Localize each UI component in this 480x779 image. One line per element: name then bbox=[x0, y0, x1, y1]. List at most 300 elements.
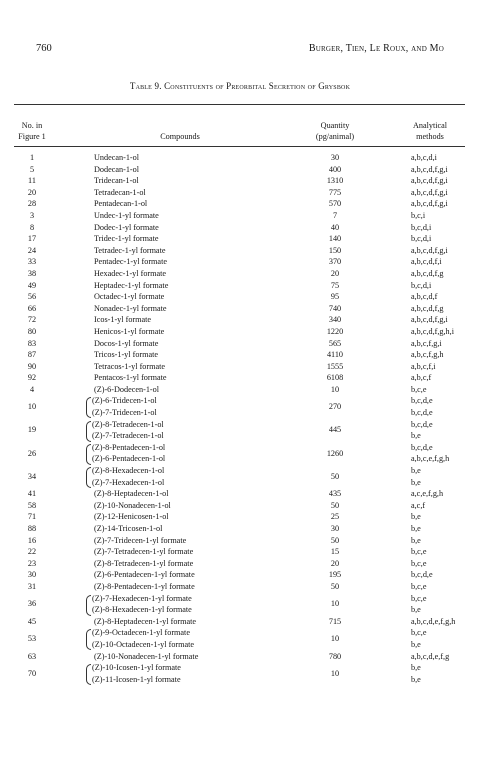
header-figure-number-line1: No. in bbox=[21, 121, 43, 130]
method-codes: a,b,c,d,f,i bbox=[411, 257, 442, 267]
compound-name: Tetradec-1-yl formate bbox=[94, 245, 166, 255]
compound-cell bbox=[92, 465, 312, 488]
table-row bbox=[0, 500, 480, 512]
figure-number-cell: 90 bbox=[27, 361, 37, 371]
figure-number-cell: 63 bbox=[27, 651, 37, 661]
quantity-cell: 1220 bbox=[326, 326, 344, 336]
method-codes: b,c,d,e bbox=[411, 419, 433, 429]
method-codes: a,b,c,d,e,f,g,h bbox=[411, 616, 456, 626]
method-codes: a,b,c,d,e,f,g bbox=[411, 651, 450, 661]
quantity-cell: 75 bbox=[330, 280, 340, 290]
quantity-cell: 445 bbox=[328, 425, 342, 435]
table-row bbox=[0, 593, 480, 616]
method-codes: a,b,c,f bbox=[411, 373, 432, 383]
table-row bbox=[0, 384, 480, 396]
method-codes: b,c,e bbox=[411, 558, 427, 568]
methods-cell bbox=[411, 210, 477, 222]
compound-name: Tetracos-1-yl formate bbox=[94, 361, 166, 371]
method-codes: b,e bbox=[411, 674, 421, 684]
quantity-cell: 270 bbox=[328, 402, 342, 412]
method-codes: a,c,e,f,g,h bbox=[411, 489, 444, 499]
figure-number-cell: 10 bbox=[27, 402, 37, 412]
compound-cell bbox=[94, 245, 314, 257]
figure-number-cell: 36 bbox=[27, 599, 37, 609]
quantity-cell: 195 bbox=[328, 570, 342, 580]
compound-name: (Z)-7-Tetradecen-1-yl formate bbox=[94, 547, 194, 557]
methods-cell bbox=[411, 338, 477, 350]
table-row bbox=[0, 442, 480, 465]
table-row bbox=[0, 419, 480, 442]
compound-name: (Z)-8-Pentadecen-1-ol bbox=[92, 442, 166, 452]
compound-name: Hexadec-1-yl formate bbox=[94, 268, 167, 278]
figure-number-cell: 38 bbox=[27, 268, 37, 278]
figure-number-cell: 22 bbox=[27, 547, 37, 557]
page-header bbox=[36, 43, 444, 57]
methods-cell bbox=[411, 303, 477, 315]
header-quantity-line1: Quantity bbox=[320, 121, 350, 130]
compound-name: (Z)-14-Tricosen-1-ol bbox=[94, 524, 163, 533]
table-row bbox=[0, 465, 480, 488]
group-brace bbox=[86, 629, 91, 650]
compound-name: Octadec-1-yl formate bbox=[94, 292, 165, 302]
compound-cell bbox=[94, 280, 314, 292]
quantity-cell: 50 bbox=[330, 535, 340, 545]
table-row bbox=[0, 210, 480, 222]
method-codes: b,e bbox=[411, 535, 421, 545]
quantity-cell: 740 bbox=[328, 303, 342, 313]
header-figure-number bbox=[14, 120, 50, 142]
methods-cell bbox=[411, 384, 477, 396]
compound-name: (Z)-8-Hexadecen-1-ol bbox=[92, 466, 165, 476]
compound-cell bbox=[94, 384, 314, 396]
method-codes: b,c,e bbox=[411, 547, 427, 557]
compound-cell bbox=[94, 222, 314, 234]
compound-name: (Z)-6-Dodecen-1-ol bbox=[94, 384, 160, 394]
compound-name: Docos-1-yl formate bbox=[94, 338, 159, 348]
method-codes: b,e bbox=[411, 663, 421, 673]
methods-cell bbox=[411, 593, 477, 616]
compound-name: Icos-1-yl formate bbox=[94, 315, 152, 325]
header-quantity bbox=[296, 120, 374, 142]
table-row bbox=[0, 164, 480, 176]
compound-name: Tricos-1-yl formate bbox=[94, 350, 159, 360]
table-row bbox=[0, 662, 480, 685]
quantity-cell: 10 bbox=[330, 668, 340, 678]
table-row bbox=[0, 361, 480, 373]
method-codes: a,b,c,d,i bbox=[411, 153, 437, 162]
table-row bbox=[0, 616, 480, 628]
table-row bbox=[0, 395, 480, 418]
quantity-cell: 4110 bbox=[326, 350, 344, 360]
compound-cell bbox=[94, 187, 314, 199]
figure-number-cell: 30 bbox=[27, 570, 37, 580]
compound-cell bbox=[92, 419, 312, 442]
method-codes: a,c,f bbox=[411, 500, 426, 510]
compound-name: Dodecan-1-ol bbox=[94, 164, 140, 174]
compound-cell bbox=[94, 326, 314, 338]
methods-cell bbox=[411, 175, 477, 187]
compound-cell bbox=[94, 616, 314, 628]
compound-name: Dodec-1-yl formate bbox=[94, 222, 159, 232]
methods-cell bbox=[411, 326, 477, 338]
table-row bbox=[0, 546, 480, 558]
quantity-cell: 715 bbox=[328, 616, 342, 626]
methods-cell bbox=[411, 581, 477, 593]
figure-number-cell: 70 bbox=[27, 668, 37, 678]
quantity-cell: 25 bbox=[330, 512, 340, 522]
methods-cell bbox=[411, 268, 477, 280]
compound-name: Tridec-1-yl formate bbox=[94, 234, 159, 244]
table-row bbox=[0, 187, 480, 199]
compound-name: (Z)-7-Tetradecen-1-ol bbox=[92, 431, 164, 441]
compound-cell bbox=[94, 558, 314, 570]
table-row bbox=[0, 280, 480, 292]
compound-name: (Z)-6-Pentadecen-1-yl formate bbox=[94, 570, 195, 580]
figure-number-cell: 8 bbox=[29, 222, 35, 232]
figure-number-cell: 53 bbox=[27, 634, 37, 644]
header-methods-line1: Analytical bbox=[412, 121, 448, 130]
compound-name: (Z)-7-Hexadecen-1-yl formate bbox=[92, 593, 192, 603]
method-codes: a,b,c,e,f,g,h bbox=[411, 454, 450, 464]
method-codes: b,c,e bbox=[411, 581, 427, 591]
methods-cell bbox=[411, 164, 477, 176]
methods-cell bbox=[411, 152, 477, 164]
compound-cell bbox=[94, 314, 314, 326]
quantity-cell: 780 bbox=[328, 651, 342, 661]
quantity-cell: 570 bbox=[328, 199, 342, 209]
table-row bbox=[0, 175, 480, 187]
compound-cell bbox=[94, 164, 314, 176]
methods-cell bbox=[411, 233, 477, 245]
table-top-rule bbox=[14, 104, 465, 105]
compound-cell bbox=[94, 256, 314, 268]
quantity-cell: 20 bbox=[330, 558, 340, 568]
table-row bbox=[0, 303, 480, 315]
quantity-cell: 30 bbox=[330, 524, 340, 533]
compound-cell bbox=[94, 268, 314, 280]
compound-cell bbox=[94, 488, 314, 500]
compound-name: (Z)-10-Icosen-1-yl formate bbox=[92, 663, 181, 673]
methods-cell bbox=[411, 523, 477, 535]
table-row bbox=[0, 651, 480, 663]
methods-cell bbox=[411, 291, 477, 303]
method-codes: b,c,d,e bbox=[411, 570, 433, 580]
figure-number-cell: 45 bbox=[27, 616, 37, 626]
compound-cell bbox=[94, 233, 314, 245]
methods-cell bbox=[411, 395, 477, 418]
compound-cell bbox=[94, 303, 314, 315]
figure-number-cell: 28 bbox=[27, 199, 37, 209]
method-codes: a,b,c,d,f,g,h,i bbox=[411, 326, 454, 336]
figure-number-cell: 72 bbox=[27, 315, 37, 325]
figure-number-cell: 66 bbox=[27, 303, 37, 313]
compound-cell bbox=[94, 338, 314, 350]
figure-number-cell: 1 bbox=[29, 153, 35, 162]
header-figure-number-line2: Figure 1 bbox=[18, 132, 46, 141]
figure-number-cell: 41 bbox=[27, 489, 37, 499]
figure-number-cell: 71 bbox=[27, 512, 37, 522]
table-row bbox=[0, 233, 480, 245]
method-codes: b,e bbox=[411, 524, 421, 533]
group-brace bbox=[86, 421, 91, 442]
methods-cell bbox=[411, 372, 477, 384]
compound-name: (Z)-7-Tridecen-1-ol bbox=[92, 408, 157, 418]
quantity-cell: 775 bbox=[328, 187, 342, 197]
page-number: 760 bbox=[36, 43, 52, 54]
compound-name: (Z)-7-Hexadecen-1-ol bbox=[92, 477, 165, 487]
compound-name: Heptadec-1-yl formate bbox=[94, 280, 169, 290]
compound-name: Henicos-1-yl formate bbox=[94, 326, 165, 336]
quantity-cell: 50 bbox=[330, 471, 340, 481]
figure-number-cell: 20 bbox=[27, 187, 37, 197]
table-header-rule bbox=[14, 146, 465, 147]
compound-name: (Z)-10-Octadecen-1-yl formate bbox=[92, 639, 195, 649]
figure-number-cell: 4 bbox=[29, 384, 35, 394]
method-codes: a,b,c,f,i bbox=[411, 361, 436, 371]
compound-name: (Z)-8-Heptadecen-1-yl formate bbox=[94, 616, 197, 626]
table-row bbox=[0, 268, 480, 280]
compound-cell bbox=[94, 651, 314, 663]
quantity-cell: 140 bbox=[328, 234, 342, 244]
compound-name: Undecan-1-ol bbox=[94, 153, 140, 162]
methods-cell bbox=[411, 569, 477, 581]
quantity-cell: 400 bbox=[328, 164, 342, 174]
method-codes: a,b,c,d,f,g,i bbox=[411, 176, 448, 186]
compound-cell bbox=[94, 372, 314, 384]
methods-cell bbox=[411, 187, 477, 199]
figure-number-cell: 26 bbox=[27, 448, 37, 458]
figure-number-cell: 83 bbox=[27, 338, 37, 348]
figure-number-cell: 56 bbox=[27, 292, 37, 302]
quantity-cell: 50 bbox=[330, 500, 340, 510]
table-row bbox=[0, 558, 480, 570]
method-codes: a,b,c,d,f,g,i bbox=[411, 315, 448, 325]
group-brace bbox=[86, 444, 91, 465]
methods-cell bbox=[411, 651, 477, 663]
method-codes: a,b,c,d,f,g,i bbox=[411, 187, 448, 197]
figure-number-cell: 5 bbox=[29, 164, 35, 174]
table-row bbox=[0, 326, 480, 338]
figure-number-cell: 92 bbox=[27, 373, 37, 383]
figure-number-cell: 23 bbox=[27, 558, 37, 568]
method-codes: b,c,i bbox=[411, 210, 426, 220]
methods-cell bbox=[411, 245, 477, 257]
quantity-cell: 40 bbox=[330, 222, 340, 232]
compound-cell bbox=[94, 535, 314, 547]
table-row bbox=[0, 349, 480, 361]
compound-cell bbox=[94, 152, 314, 164]
group-brace bbox=[86, 664, 91, 685]
method-codes: a,b,c,d,f,g,i bbox=[411, 164, 448, 174]
quantity-cell: 10 bbox=[330, 599, 340, 609]
figure-number-cell: 87 bbox=[27, 350, 37, 360]
table-row bbox=[0, 627, 480, 650]
compound-cell bbox=[94, 361, 314, 373]
methods-cell bbox=[411, 314, 477, 326]
quantity-cell: 50 bbox=[330, 581, 340, 591]
methods-cell bbox=[411, 349, 477, 361]
compound-cell bbox=[94, 569, 314, 581]
table-row bbox=[0, 291, 480, 303]
method-codes: b,e bbox=[411, 639, 421, 649]
compound-cell bbox=[94, 349, 314, 361]
table-body bbox=[0, 152, 480, 685]
compound-name: Pentadecan-1-ol bbox=[94, 199, 148, 209]
quantity-cell: 10 bbox=[330, 634, 340, 644]
compound-cell bbox=[94, 581, 314, 593]
compound-cell bbox=[92, 442, 312, 465]
figure-number-cell: 16 bbox=[27, 535, 37, 545]
figure-number-cell: 24 bbox=[27, 245, 37, 255]
methods-cell bbox=[411, 442, 477, 465]
figure-number-cell: 31 bbox=[27, 581, 37, 591]
quantity-cell: 435 bbox=[328, 489, 342, 499]
method-codes: b,c,d,e bbox=[411, 442, 433, 452]
header-methods-line2: methods bbox=[416, 132, 444, 141]
table-row bbox=[0, 314, 480, 326]
compound-name: (Z)-11-Icosen-1-yl formate bbox=[92, 674, 181, 684]
table-row bbox=[0, 256, 480, 268]
method-codes: b,c,d,e bbox=[411, 396, 433, 406]
figure-number-cell: 49 bbox=[27, 280, 37, 290]
table-row bbox=[0, 569, 480, 581]
methods-cell bbox=[411, 198, 477, 210]
methods-cell bbox=[411, 558, 477, 570]
method-codes: b,e bbox=[411, 605, 421, 615]
compound-name: (Z)-10-Nonadecen-1-yl formate bbox=[94, 651, 199, 661]
compound-name: (Z)-8-Heptadecen-1-ol bbox=[94, 489, 169, 499]
quantity-cell: 370 bbox=[328, 257, 342, 267]
method-codes: b,c,d,i bbox=[411, 234, 432, 244]
table-row bbox=[0, 581, 480, 593]
compound-cell bbox=[94, 175, 314, 187]
quantity-cell: 1555 bbox=[326, 361, 344, 371]
quantity-cell: 1260 bbox=[326, 448, 344, 458]
method-codes: b,c,d,i bbox=[411, 280, 432, 290]
group-brace bbox=[86, 397, 91, 418]
compound-cell bbox=[92, 662, 312, 685]
compound-cell bbox=[94, 511, 314, 523]
methods-cell bbox=[411, 256, 477, 268]
compound-cell bbox=[92, 395, 312, 418]
method-codes: a,b,c,d,f,g,i bbox=[411, 199, 448, 209]
compound-name: (Z)-8-Tetradecen-1-yl formate bbox=[94, 558, 194, 568]
compound-name: Nonadec-1-yl formate bbox=[94, 303, 167, 313]
table-row bbox=[0, 372, 480, 384]
compound-name: Tetradecan-1-ol bbox=[94, 187, 146, 197]
methods-cell bbox=[411, 511, 477, 523]
header-compounds: Compounds bbox=[160, 132, 200, 141]
quantity-cell: 565 bbox=[328, 338, 342, 348]
table-row bbox=[0, 198, 480, 210]
table-row bbox=[0, 222, 480, 234]
quantity-cell: 7 bbox=[332, 210, 338, 220]
compound-cell bbox=[94, 291, 314, 303]
table-row bbox=[0, 511, 480, 523]
method-codes: b,e bbox=[411, 431, 421, 441]
methods-cell bbox=[411, 616, 477, 628]
figure-number-cell: 33 bbox=[27, 257, 37, 267]
compound-name: (Z)-6-Tridecen-1-ol bbox=[92, 396, 157, 406]
header-quantity-line2: (pg/animal) bbox=[315, 132, 355, 141]
figure-number-cell: 17 bbox=[27, 234, 37, 244]
compound-name: Tridecan-1-ol bbox=[94, 176, 139, 186]
table-row bbox=[0, 152, 480, 164]
table-row bbox=[0, 338, 480, 350]
quantity-cell: 150 bbox=[328, 245, 342, 255]
figure-number-cell: 11 bbox=[28, 176, 36, 186]
method-codes: b,e bbox=[411, 512, 421, 522]
methods-cell bbox=[411, 419, 477, 442]
quantity-cell: 10 bbox=[330, 384, 340, 394]
compound-cell bbox=[94, 198, 314, 210]
methods-cell bbox=[411, 535, 477, 547]
method-codes: b,c,e bbox=[411, 384, 427, 394]
methods-cell bbox=[411, 627, 477, 650]
method-codes: a,b,c,f,g,i bbox=[411, 338, 442, 348]
method-codes: a,b,c,d,f,g,i bbox=[411, 245, 448, 255]
method-codes: b,e bbox=[411, 466, 421, 476]
compound-cell bbox=[94, 210, 314, 222]
compound-name: (Z)-8-Pentadecen-1-yl formate bbox=[94, 581, 195, 591]
method-codes: a,b,c,d,f,g bbox=[411, 268, 444, 278]
figure-number-cell: 80 bbox=[27, 326, 37, 336]
compound-name: Pentacos-1-yl formate bbox=[94, 373, 167, 383]
quantity-cell: 1310 bbox=[326, 176, 344, 186]
methods-cell bbox=[411, 361, 477, 373]
method-codes: b,c,d,i bbox=[411, 222, 432, 232]
quantity-cell: 340 bbox=[328, 315, 342, 325]
compound-name: (Z)-6-Pentadecen-1-ol bbox=[92, 454, 166, 464]
method-codes: a,b,c,d,f bbox=[411, 292, 438, 302]
method-codes: b,c,d,e bbox=[411, 408, 433, 418]
compound-name: (Z)-9-Octadecen-1-yl formate bbox=[92, 628, 190, 638]
running-head: Burger, Tien, Le Roux, and Mo bbox=[308, 43, 444, 54]
figure-number-cell: 58 bbox=[27, 500, 37, 510]
method-codes: a,b,c,d,f,g bbox=[411, 303, 444, 313]
compound-name: Undec-1-yl formate bbox=[94, 210, 159, 220]
quantity-cell: 15 bbox=[330, 547, 340, 557]
group-brace bbox=[86, 595, 91, 616]
methods-cell bbox=[411, 280, 477, 292]
compound-cell bbox=[94, 523, 314, 535]
compound-name: (Z)-8-Tetradecen-1-ol bbox=[92, 419, 164, 429]
quantity-cell: 30 bbox=[330, 153, 340, 162]
methods-cell bbox=[411, 546, 477, 558]
figure-number-cell: 19 bbox=[27, 425, 37, 435]
compound-name: (Z)-10-Nonadecen-1-ol bbox=[94, 500, 171, 510]
table-row bbox=[0, 488, 480, 500]
methods-cell bbox=[411, 222, 477, 234]
methods-cell bbox=[411, 488, 477, 500]
method-codes: b,c,e bbox=[411, 628, 427, 638]
compound-cell bbox=[94, 500, 314, 512]
compound-name: (Z)-7-Tridecen-1-yl formate bbox=[94, 535, 187, 545]
table-row bbox=[0, 523, 480, 535]
quantity-cell: 95 bbox=[330, 292, 340, 302]
method-codes: b,c,e bbox=[411, 593, 427, 603]
table-row bbox=[0, 535, 480, 547]
header-analytical-methods bbox=[395, 120, 465, 142]
figure-number-cell: 3 bbox=[29, 210, 35, 220]
quantity-cell: 6108 bbox=[326, 373, 344, 383]
method-codes: b,e bbox=[411, 477, 421, 487]
figure-number-cell: 88 bbox=[27, 524, 37, 533]
table-row bbox=[0, 245, 480, 257]
compound-cell bbox=[92, 627, 312, 650]
figure-number-cell: 34 bbox=[27, 471, 37, 481]
compound-cell bbox=[94, 546, 314, 558]
